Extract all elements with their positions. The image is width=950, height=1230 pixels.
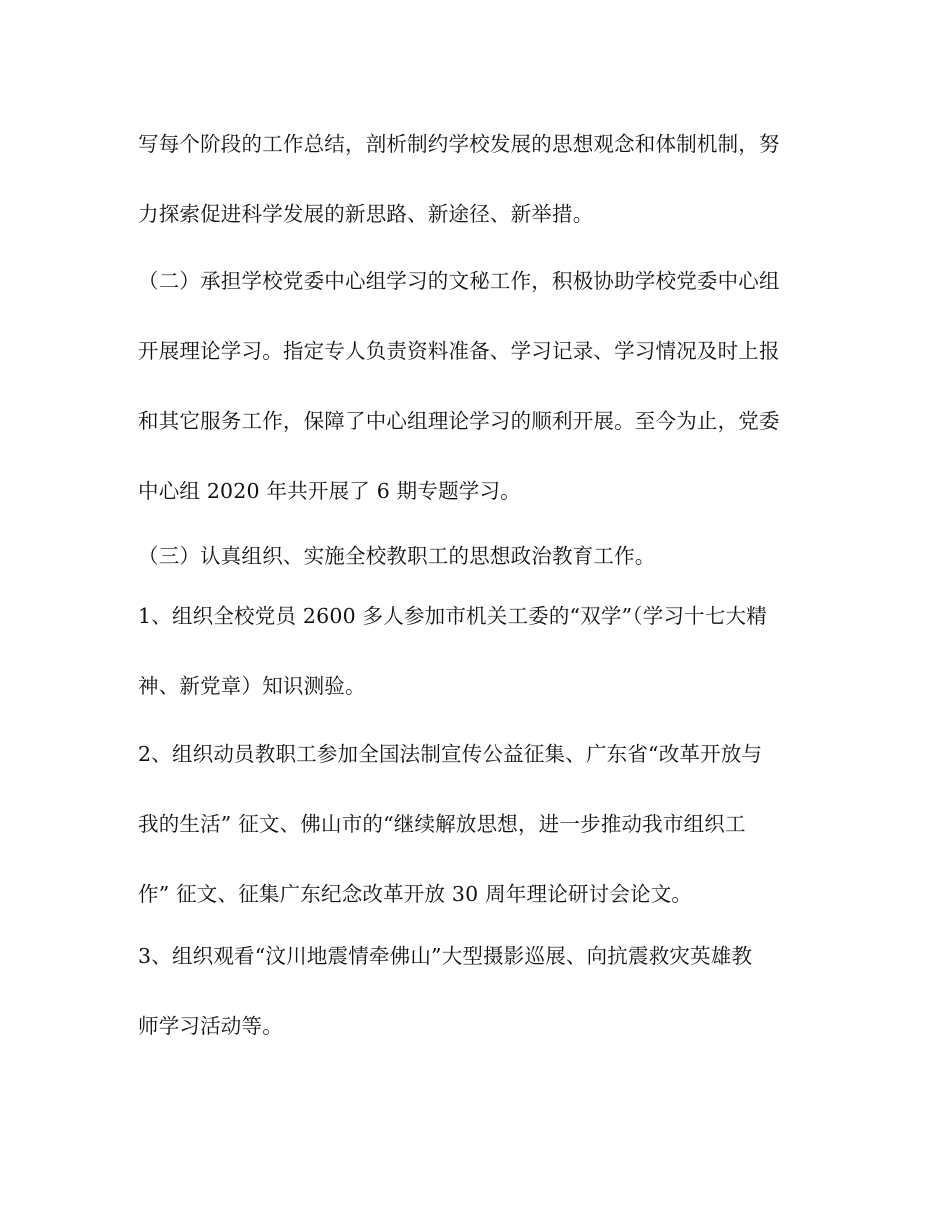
paragraph-line: 和其它服务工作，保障了中心组理论学习的顺利开展。至今为止，党委 [138,409,780,433]
paragraph-line: 写每个阶段的工作总结，剖析制约学校发展的思想观念和体制机制，努 [138,132,780,156]
list-item-line: 我的生活” 征文、佛山市的“继续解放思想，进一步推动我市组织工 [138,812,746,836]
list-item-line: 2、组织动员教职工参加全国法制宣传公益征集、广东省“改革开放与 [138,742,763,766]
list-item-line: 1、组织全校党员 2600 多人参加市机关工委的“双学”（学习十七大精 [138,604,767,628]
paragraph-line: 中心组 2020 年共开展了 6 期专题学习。 [138,479,521,503]
list-item-line: 3、组织观看“汶川地震情牵佛山”大型摄影巡展、向抗震救灾英雄教 [138,944,753,968]
section-heading-line: （二）承担学校党委中心组学习的文秘工作，积极协助学校党委中心组 [138,269,780,293]
paragraph-line: 力探索促进科学发展的新思路、新途径、新举措。 [138,202,594,226]
list-item-line: 作” 征文、征集广东纪念改革开放 30 周年理论研讨会论文。 [138,882,693,906]
list-item-line: 神、新党章）知识测验。 [138,674,366,698]
section-heading-line: （三）认真组织、实施全校教职工的思想政治教育工作。 [138,544,656,568]
list-item-line: 师学习活动等。 [138,1014,283,1038]
paragraph-line: 开展理论学习。指定专人负责资料准备、学习记录、学习情况及时上报 [138,339,780,363]
